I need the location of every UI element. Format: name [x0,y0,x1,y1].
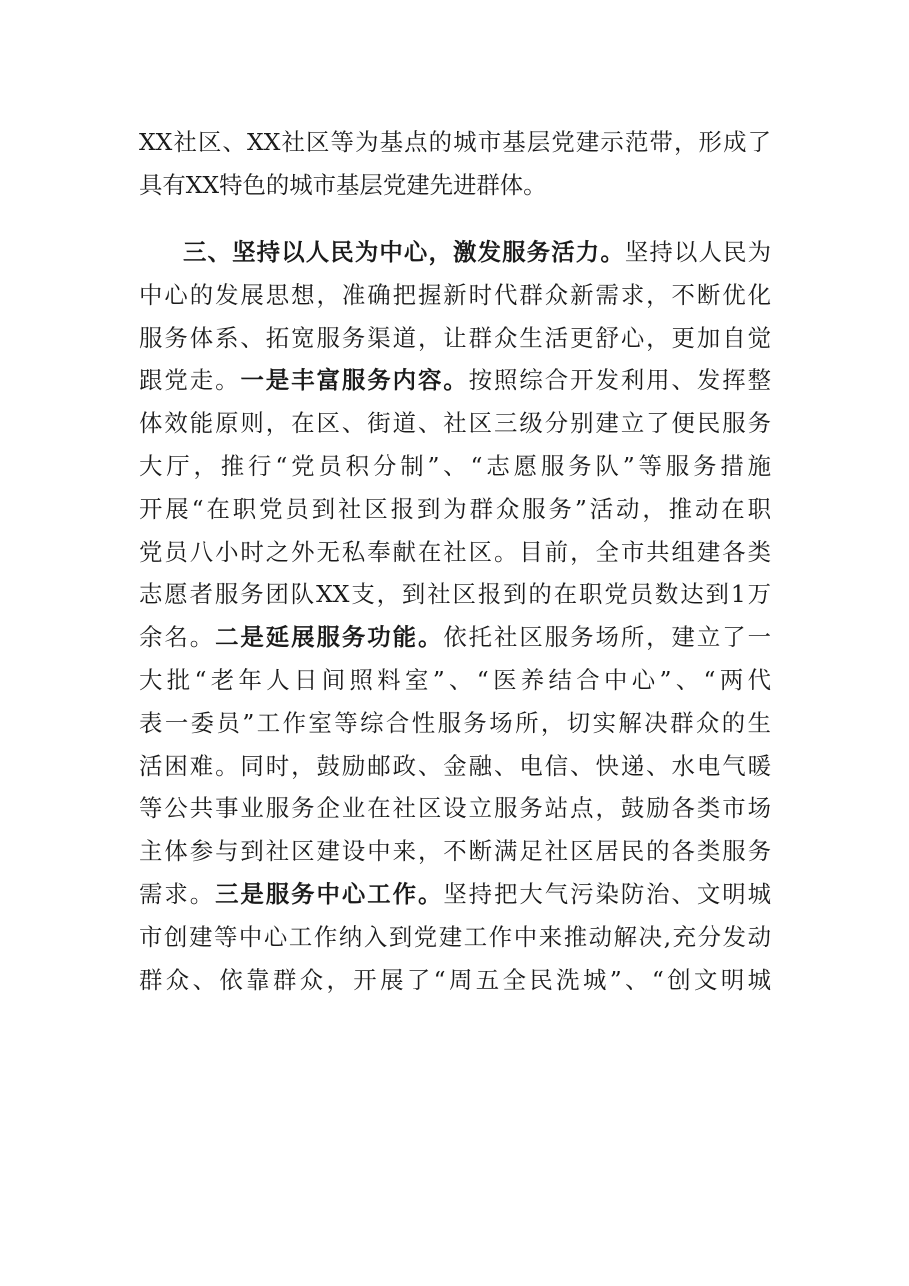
text-run: 坚持以人民为 [624,238,772,266]
text-run: 依托社区服务场所，建立了一 [443,623,772,652]
text-run: 按照综合开发利用、发挥整 [468,366,772,395]
text-line: 开展“在职党员到社区报到为群众服务”活动，推动在职 [139,494,771,523]
text-line: 大批“老年人日间照料室”、“医养结合中心”、“两代 [139,665,771,694]
paragraph-continuation [139,121,771,207]
text-line: 中心的发展思想，准确把握新时代群众新需求，不断优化 [139,280,771,309]
section-three-paragraph [139,231,771,1001]
text-line: 市创建等中心工作纳入到党建工作中来推动解决,充分发动 [139,922,771,951]
text-line: 主体参与到社区建设中来，不断满足社区居民的各类服务 [139,837,771,866]
text-line: 活困难。同时，鼓励邮政、金融、电信、快递、水电气暖 [139,751,771,780]
point-two-heading: 二是延展服务功能。 [215,623,444,652]
text-line: 服务体系、拓宽服务渠道，让群众生活更舒心，更加自觉 [139,323,771,352]
text-run: 跟党走。 [139,366,241,395]
text-line: 群众、依靠群众，开展了“周五全民洗城”、“创文明城 [139,965,771,994]
text-line: 具有XX特色的城市基层党建先进群体。 [139,170,547,199]
text-run: 坚持把大气污染防治、文明城 [443,879,772,908]
text-line [139,231,771,274]
text-line: XX社区、XX社区等为基点的城市基层党建示范带，形成了 [139,128,771,156]
text-line [139,359,771,402]
text-line: 体效能原则，在区、街道、社区三级分别建立了便民服务 [139,409,771,438]
text-line [139,873,771,916]
section-heading: 三、坚持以人民为中心，激发服务活力。 [183,238,625,266]
text-run: 需求。 [139,879,216,908]
point-three-heading: 三是服务中心工作。 [215,879,444,908]
text-line: 党员八小时之外无私奉献在社区。目前，全市共组建各类 [139,537,771,566]
text-line: 志愿者服务团队XX支，到社区报到的在职党员数达到1万 [139,580,771,609]
text-line: 等公共事业服务企业在社区设立服务站点，鼓励各类市场 [139,794,771,823]
text-line: 大厅，推行“党员积分制”、“志愿服务队”等服务措施 [139,451,771,480]
text-line [139,616,771,659]
text-line: 表一委员”工作室等综合性服务场所，切实解决群众的生 [139,708,771,737]
text-run: 余名。 [139,623,216,652]
point-one-heading: 一是丰富服务内容。 [240,366,469,395]
